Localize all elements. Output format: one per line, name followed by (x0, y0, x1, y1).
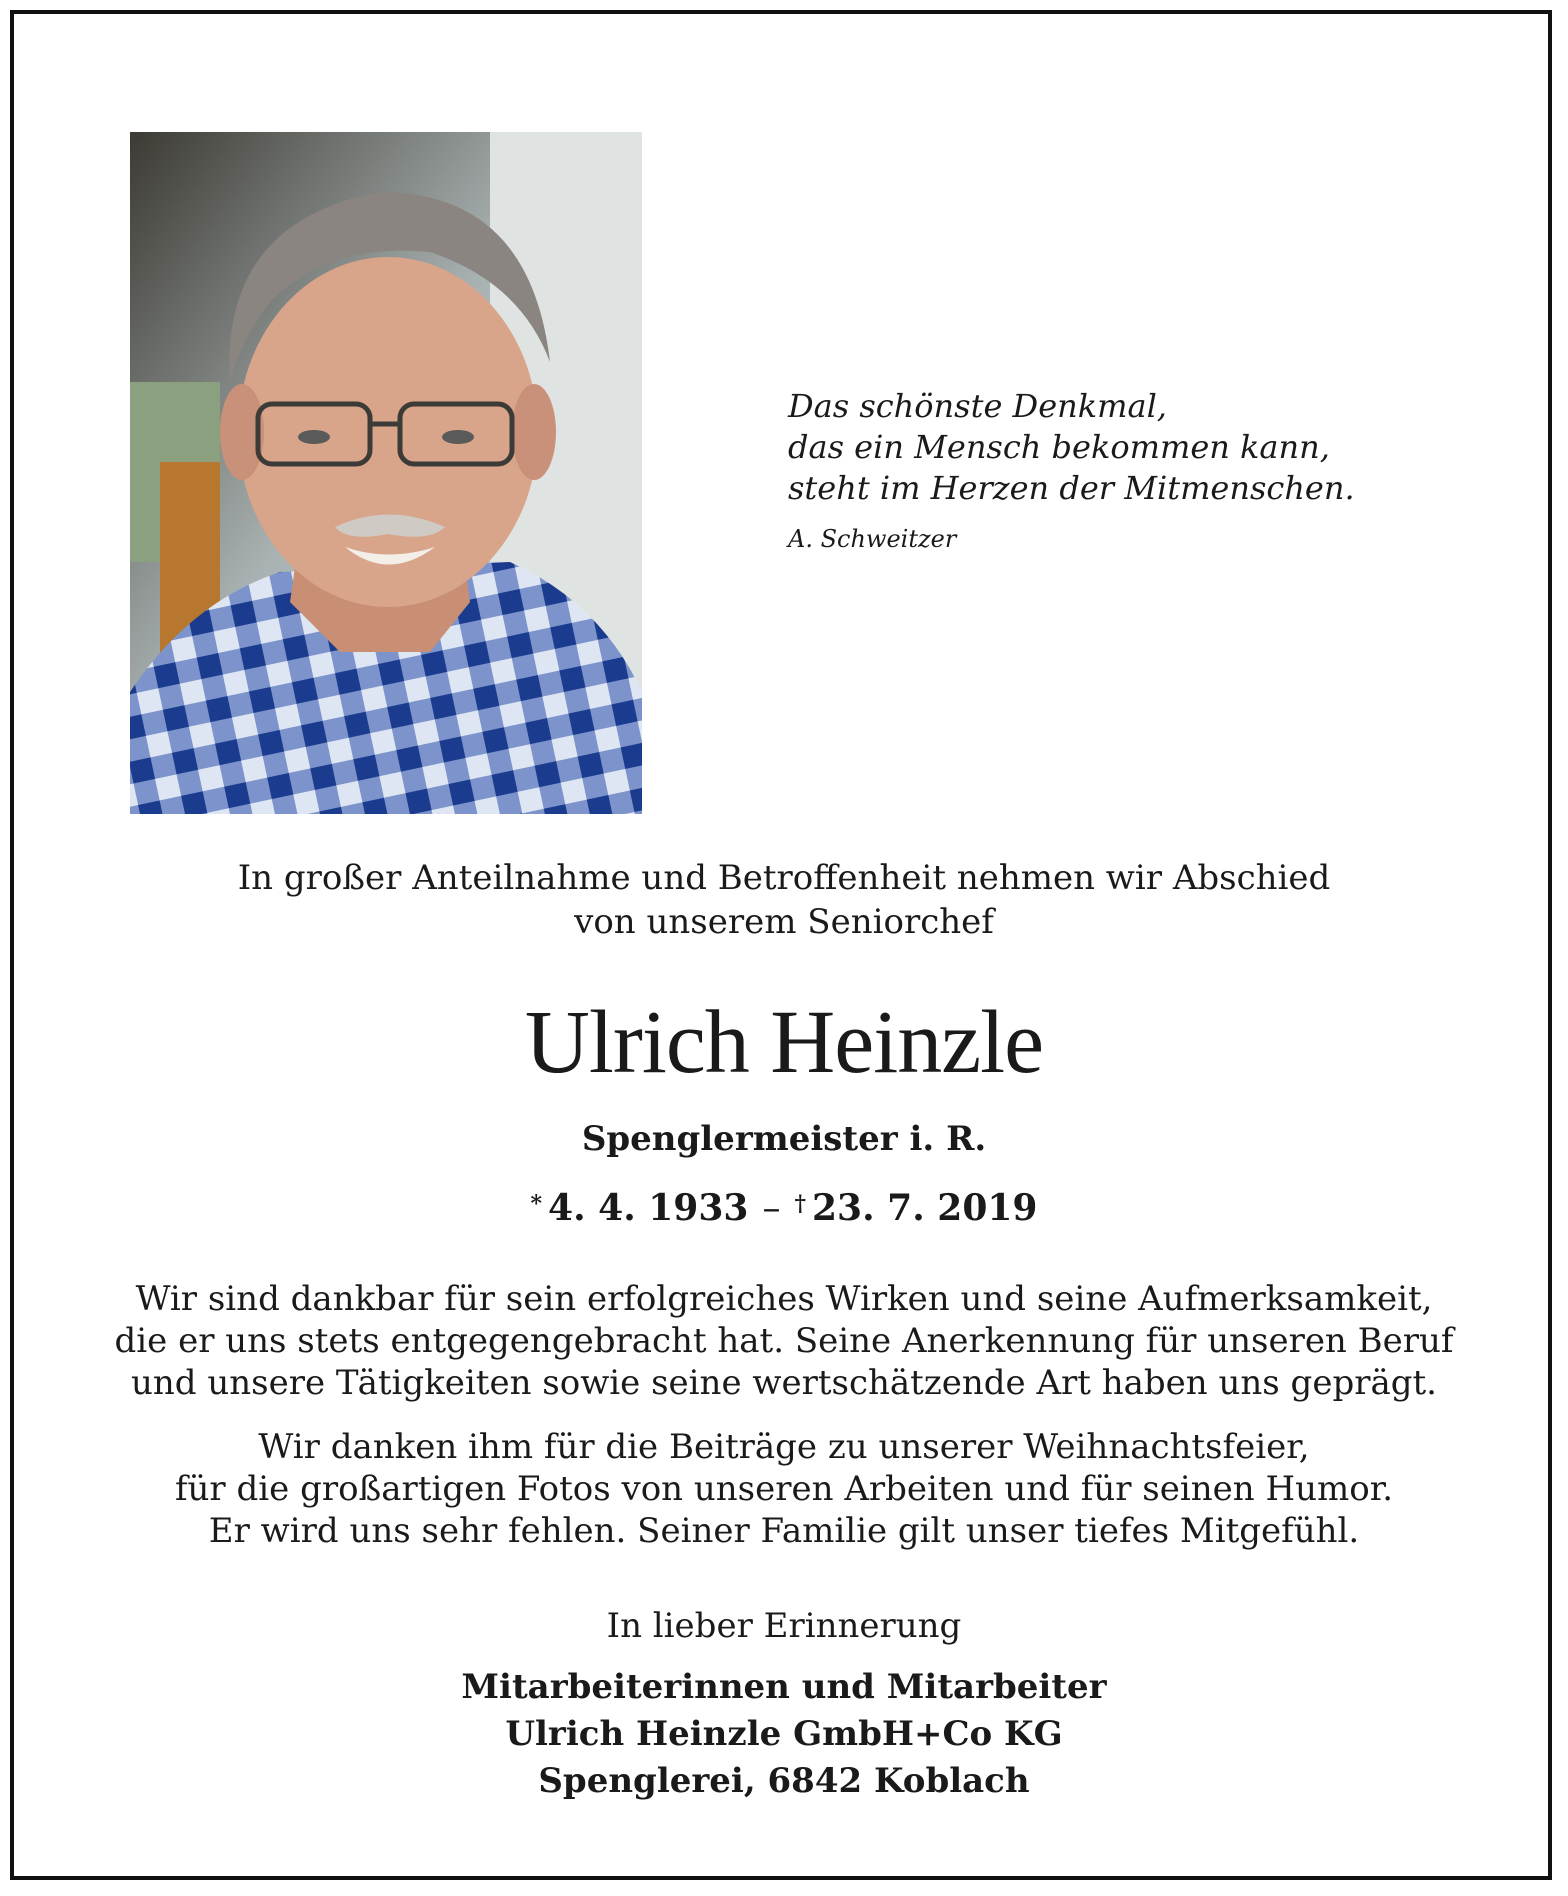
life-dates (0, 1184, 1568, 1233)
death-cross-icon: † (794, 1191, 806, 1217)
date-separator: – (762, 1188, 781, 1229)
intro-line: von unserem Seniorchef (574, 902, 994, 942)
paragraph-line: und unsere Tätigkeiten sowie seine wertschätzende Art haben uns geprägt. (131, 1363, 1437, 1403)
portrait-photo (130, 132, 642, 814)
paragraph-line: Er wird uns sehr fehlen. Seiner Familie gilt unser tiefes Mitgefühl. (208, 1511, 1360, 1551)
deceased-title: Spenglermeister i. R. (581, 1119, 987, 1159)
paragraph-line: Wir danken ihm für die Beiträge zu unserer Weihnachtsfeier, (258, 1427, 1310, 1467)
paragraph-line: für die großartigen Fotos von unseren Arbeiten und für seinen Humor. (174, 1469, 1394, 1509)
death-date: 23. 7. 2019 (811, 1187, 1038, 1229)
signer-line: Spenglerei, 6842 Koblach (538, 1761, 1030, 1801)
birth-date: 4. 4. 1933 (548, 1187, 749, 1229)
portrait-icon (130, 132, 642, 814)
birth-star-icon: * (530, 1191, 543, 1217)
signer-line: Ulrich Heinzle GmbH+Co KG (505, 1714, 1063, 1754)
paragraph-line: Wir sind dankbar für sein erfolgreiches Wirken und seine Aufmerksamkeit, (135, 1279, 1433, 1319)
closing-phrase: In lieber Erinnerung (606, 1606, 962, 1646)
quote-block (788, 386, 1428, 553)
paragraph-line: die er uns stets entgegengebracht hat. Seine Anerkennung für unseren Beruf (114, 1321, 1454, 1361)
quote-line: Das schönste Denkmal, (788, 387, 1167, 425)
signers-block (0, 1664, 1568, 1805)
intro-text (0, 856, 1568, 944)
intro-line: In großer Anteilnahme und Betroffenheit nehmen wir Abschied (237, 858, 1331, 898)
tribute-paragraph-2 (0, 1426, 1568, 1552)
signer-line: Mitarbeiterinnen und Mitarbeiter (461, 1667, 1107, 1707)
quote-line: steht im Herzen der Mitmenschen. (788, 469, 1355, 507)
quote-line: das ein Mensch bekommen kann, (788, 428, 1330, 466)
tribute-paragraph-1 (0, 1278, 1568, 1404)
quote-author: A. Schweitzer (788, 525, 957, 553)
deceased-name: Ulrich Heinzle (524, 993, 1044, 1092)
